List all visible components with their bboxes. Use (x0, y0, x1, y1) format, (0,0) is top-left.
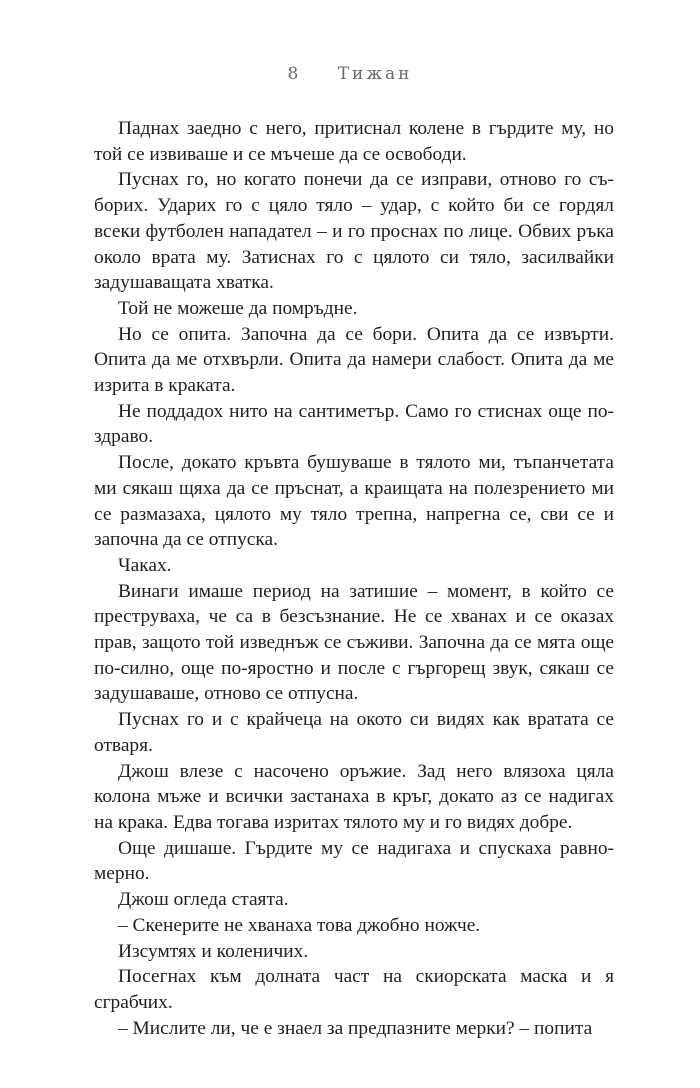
page-number: 8 (287, 64, 302, 84)
paragraph: Пуснах го, но когато понечи да се изправи, отново го съборих. Ударих го с цяло тяло – удар, с който би се гордял всеки футболен нападател – и го проснах по лице. Обвих ръка около врата му. Затиснах го с цялото си тяло, засилвайки задушаващата хватка. (94, 169, 614, 294)
paragraph: Изсумтях и коленичих. (118, 940, 309, 962)
paragraph: Винаги имаше период на затишие – момент, в който се преструваха, че са в безсъзнание. Не се хванах и се оказах прав, защото той изведнъж се съживи. Започна да се мята още по-силно, още по-яростно и после с гъргорещ звук, сякаш се задушаваше, отново се отпусна. (94, 580, 614, 705)
paragraph: Джош влезе с насочено оръжие. Зад него влязоха цяла колона мъже и всички застанаха в кръг, докато аз се надигах на крака. Едва тогава изритах тялото му и го видях добре. (94, 760, 614, 833)
paragraph: – Мислите ли, че е знаел за предпазните мерки? – попита (118, 1017, 593, 1039)
paragraph: Посегнах към долната част на скиорската маска и я сграбчих. (94, 966, 614, 1013)
running-header (0, 64, 700, 84)
book-title: Тижан (337, 64, 413, 84)
paragraph: Той не можеше да помръдне. (118, 297, 358, 319)
paragraph: Паднах заедно с него, притиснал колене в гърдите му, но той се извиваше и се мъчеше да се освободи. (94, 118, 614, 165)
paragraph: Не поддадох нито на сантиметър. Само го стиснах още по-здраво. (94, 400, 614, 448)
paragraph: Чаках. (118, 554, 172, 576)
paragraph: После, докато кръвта бушуваше в тялото ми, тъпанчетата ми сякаш щяха да се пръснат, а краищата на полезрението ми се размазаха, цялото му тяло трепна, напрегна се, сви се и започна да се отпуска. (94, 452, 614, 551)
paragraph: Джош огледа стаята. (118, 889, 289, 911)
paragraph: Още дишаше. Гърдите му се надигаха и спускаха равномерно. (94, 837, 614, 885)
body-text (94, 116, 614, 1041)
paragraph: – Скенерите не хванаха това джобно ножче. (118, 914, 481, 936)
paragraph: Но се опита. Започна да се бори. Опита да се извърти. Опита да ме отхвърли. Опита да намери слабост. Опита да ме изрита в краката. (94, 323, 614, 397)
paragraph: Пуснах го и с крайчеца на окото си видях как вратата се отваря. (94, 709, 614, 756)
